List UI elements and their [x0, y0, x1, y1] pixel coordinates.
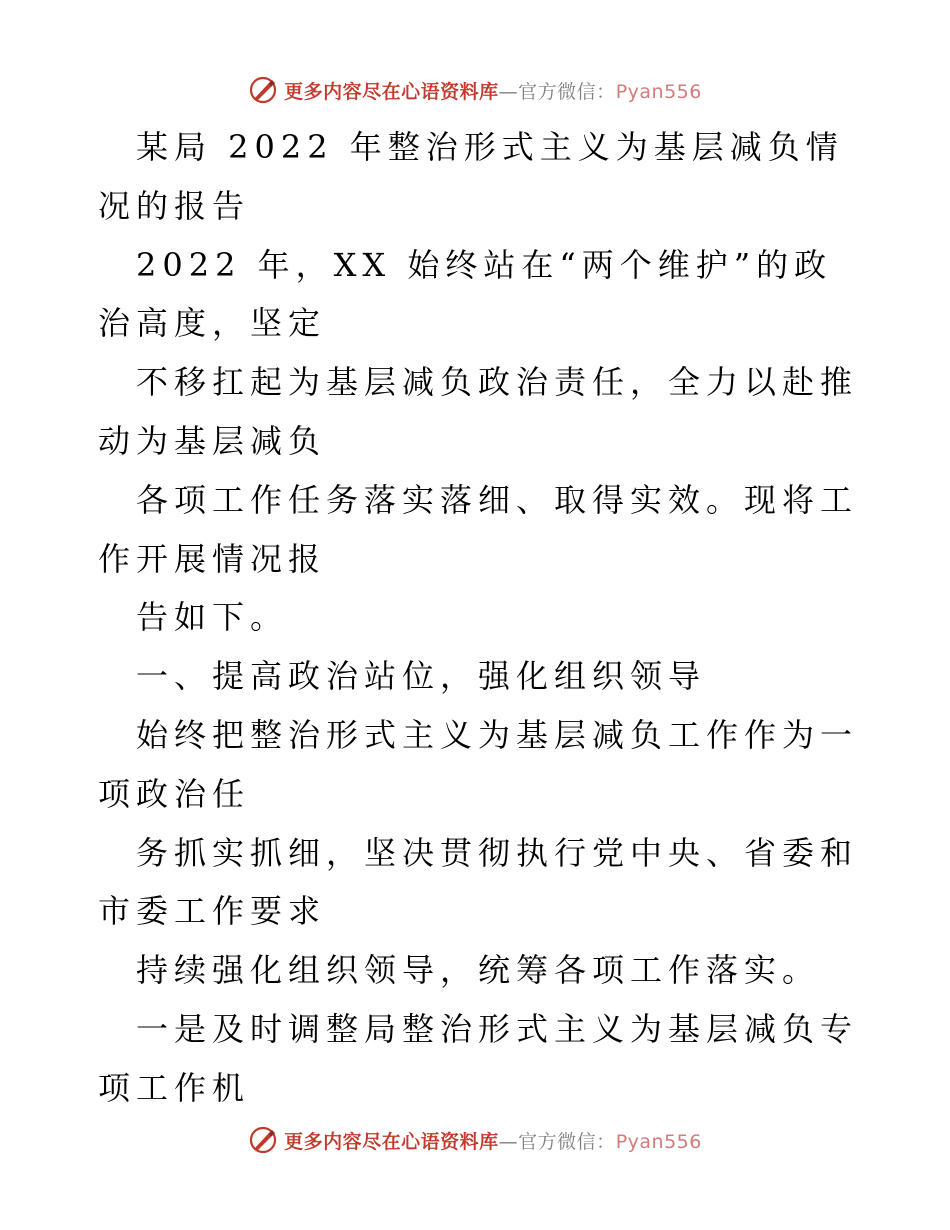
document-title: 某局 2022 年整治形式主义为基层减负情况的报告: [98, 128, 844, 225]
watermark-text: [284, 77, 702, 104]
watermark-wechat-id: Pyan556: [615, 80, 702, 103]
watermark-site-name: 更多内容尽在心语资料库: [284, 1130, 499, 1153]
watermark-wechat-label: 官方微信：: [518, 1130, 616, 1153]
paragraph: 不移扛起为基层减负政治责任，全力以赴推动为基层减负: [98, 363, 859, 460]
watermark-site-name: 更多内容尽在心语资料库: [284, 80, 499, 103]
pen-logo-icon: [248, 1125, 278, 1155]
paragraph: 各项工作任务落实落细、取得实效。现将工作开展情况报: [98, 480, 859, 578]
paragraph: 一是及时调整局整治形式主义为基层减负专项工作机: [98, 1009, 859, 1107]
paragraph: 2022 年，XX 始终站在“两个维护”的政治高度，坚定: [98, 245, 833, 343]
watermark-footer: [0, 1120, 950, 1160]
watermark-wechat-label: 官方微信：: [518, 80, 616, 103]
pen-logo-icon: [248, 75, 278, 105]
watermark-header: [0, 70, 950, 110]
watermark-wechat-id: Pyan556: [615, 1130, 702, 1153]
paragraph: 务抓实抓细，坚决贯彻执行党中央、省委和市委工作要求: [98, 833, 859, 931]
watermark-text: [284, 1127, 702, 1154]
document-body: [98, 118, 858, 1118]
paragraph: 始终把整治形式主义为基层减负工作作为一项政治任: [98, 715, 859, 813]
section-heading: 一、提高政治站位，强化组织领导: [136, 657, 707, 696]
watermark-dash: —: [498, 1130, 519, 1153]
watermark-dash: —: [498, 80, 519, 103]
paragraph: 持续强化组织领导，统筹各项工作落实。: [136, 951, 821, 990]
paragraph: 告如下。: [136, 598, 289, 637]
